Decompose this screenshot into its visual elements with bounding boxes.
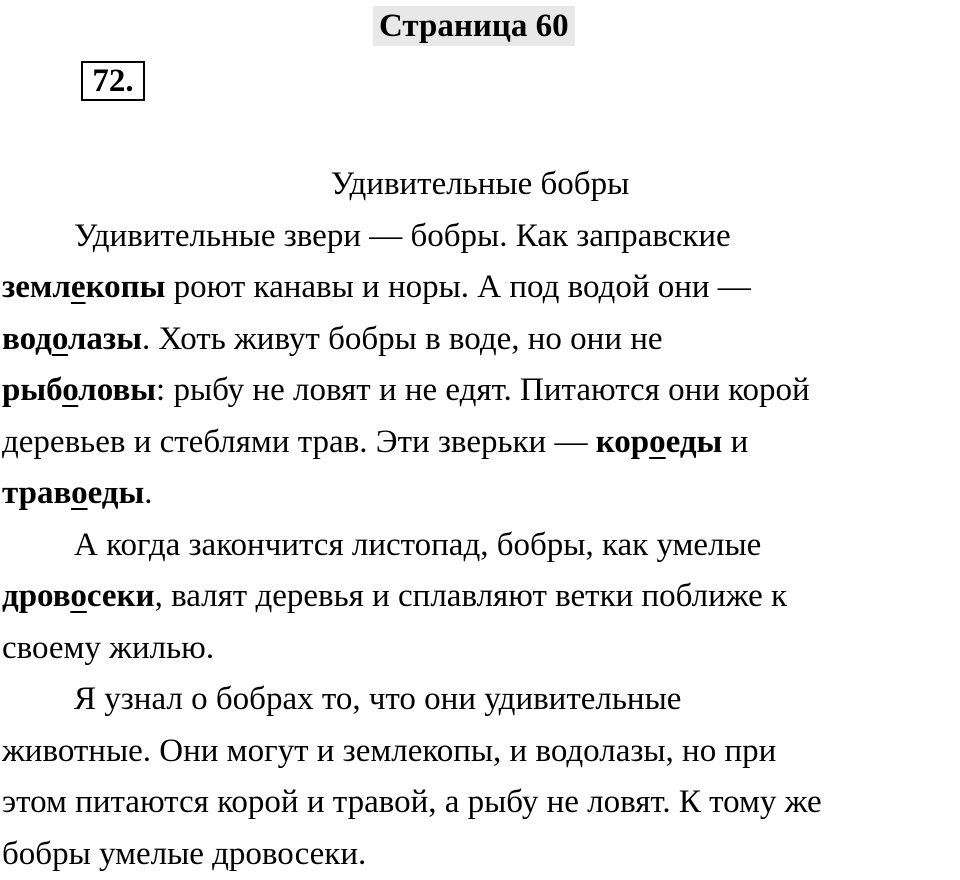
text-segment: и	[722, 424, 748, 460]
word-part: кор	[596, 424, 649, 460]
text-line	[2, 520, 958, 572]
underlined-letter: е	[71, 269, 86, 305]
exercise-number: 72.	[81, 61, 145, 101]
word-part: дров	[2, 578, 70, 614]
highlighted-word	[2, 475, 144, 511]
word-part: лазы	[68, 321, 142, 357]
word-part: копы	[86, 269, 166, 305]
text-segment: : рыбу не ловят и не едят. Питаются они корой	[156, 372, 810, 408]
text-line	[2, 211, 958, 263]
word-part: трав	[2, 475, 71, 511]
story-text	[2, 159, 958, 880]
text-segment: Я узнал о бобрах то, что они удивительные	[74, 681, 681, 717]
word-part: земл	[2, 269, 71, 305]
text-line	[2, 262, 958, 314]
word-part: еды	[666, 424, 723, 460]
text-segment: своему жилью.	[2, 630, 214, 666]
underlined-letter: о	[70, 578, 87, 614]
text-line	[2, 417, 958, 469]
word-part: вод	[2, 321, 52, 357]
underlined-letter: о	[649, 424, 666, 460]
underlined-letter: о	[52, 321, 68, 357]
text-line	[2, 726, 958, 778]
text-segment: этом питаются корой и травой, а рыбу не ловят. К тому же	[2, 784, 822, 820]
highlighted-word	[2, 578, 155, 614]
word-part: рыб	[2, 372, 62, 408]
text-segment: деревьев и стеблями трав. Эти зверьки —	[2, 424, 596, 460]
story-title: Удивительные бобры	[2, 159, 958, 211]
highlighted-word	[596, 424, 723, 460]
text-segment: А когда закончится листопад, бобры, как умелые	[74, 527, 761, 563]
text-line	[2, 674, 958, 726]
text-line	[2, 777, 958, 829]
word-part: секи	[87, 578, 155, 614]
text-segment: . Хоть живут бобры в воде, но они не	[142, 321, 663, 357]
underlined-letter: о	[62, 372, 78, 408]
text-line	[2, 365, 958, 417]
highlighted-word	[2, 372, 156, 408]
text-line	[2, 829, 958, 880]
text-segment: роют канавы и норы. А под водой они —	[165, 269, 750, 305]
text-line	[2, 571, 958, 623]
word-part: ловы	[78, 372, 156, 408]
highlighted-word	[2, 269, 165, 305]
page-title: Страница 60	[373, 6, 575, 46]
word-part: еды	[88, 475, 145, 511]
text-segment: .	[144, 475, 152, 511]
highlighted-word	[2, 321, 142, 357]
text-line	[2, 314, 958, 366]
text-segment: животные. Они могут и землекопы, и водолазы, но при	[2, 733, 776, 769]
underlined-letter: о	[71, 475, 88, 511]
text-segment: Удивительные звери — бобры. Как заправские	[74, 218, 731, 254]
text-segment: бобры умелые дровосеки.	[2, 836, 366, 872]
text-line	[2, 623, 958, 675]
text-segment: , валят деревья и сплавляют ветки поближе к	[155, 578, 788, 614]
text-line	[2, 468, 958, 520]
